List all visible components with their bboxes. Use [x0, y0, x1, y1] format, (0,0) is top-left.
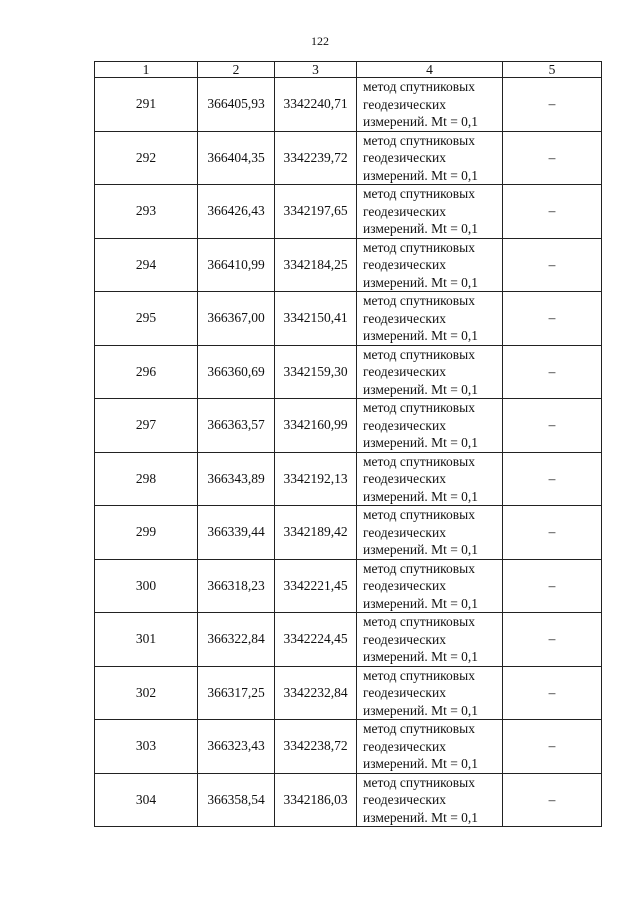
column-5-value: – — [503, 613, 602, 667]
column-5-value: – — [503, 78, 602, 132]
method-description — [357, 720, 503, 774]
table-row — [95, 78, 602, 132]
method-line: геодезических — [363, 738, 446, 754]
table-header — [95, 62, 602, 78]
method-line: измерений. Mt = 0,1 — [363, 649, 479, 664]
column-5-value: – — [503, 131, 602, 185]
table-row — [95, 292, 602, 346]
column-5-value: – — [503, 506, 602, 560]
coord-x: 366322,84 — [198, 613, 275, 667]
method-line: измерений. Mt = 0,1 — [363, 702, 479, 718]
method-line: метод спутниковых — [363, 507, 475, 522]
coord-y: 3342192,13 — [275, 452, 357, 506]
point-number: 295 — [95, 292, 198, 346]
method-line: геодезических — [363, 792, 446, 807]
column-header: 4 — [357, 62, 503, 78]
method-line: измерений. Mt = 0,1 — [363, 756, 479, 771]
coord-x: 366339,44 — [198, 506, 275, 560]
column-header: 5 — [503, 62, 602, 78]
method-line: геодезических — [363, 364, 446, 379]
page-number: 122 — [311, 34, 329, 48]
method-line: метод спутниковых — [363, 400, 475, 415]
method-line: измерений. Mt = 0,1 — [363, 542, 479, 557]
column-5-value: – — [503, 345, 602, 399]
coord-y: 3342232,84 — [275, 666, 357, 720]
table-row — [95, 399, 602, 453]
table-row — [95, 345, 602, 399]
column-5-value: – — [503, 452, 602, 506]
coord-x: 366405,93 — [198, 78, 275, 132]
table-row — [95, 559, 602, 613]
method-line: геодезических — [363, 203, 446, 219]
method-line: измерений. Mt = 0,1 — [363, 435, 479, 450]
method-line: метод спутниковых — [363, 79, 475, 94]
method-line: измерений. Mt = 0,1 — [363, 381, 479, 397]
method-line: метод спутниковых — [363, 239, 475, 255]
coord-y: 3342197,65 — [275, 185, 357, 239]
point-number: 300 — [95, 559, 198, 613]
table-row — [95, 452, 602, 506]
method-line: геодезических — [363, 150, 446, 165]
method-line: геодезических — [363, 257, 446, 272]
coord-x: 366404,35 — [198, 131, 275, 185]
column-header: 2 — [198, 62, 275, 78]
coord-x: 366410,99 — [198, 238, 275, 292]
point-number: 301 — [95, 613, 198, 667]
method-line: метод спутниковых — [363, 560, 475, 576]
coord-y: 3342221,45 — [275, 559, 357, 613]
coord-x: 366367,00 — [198, 292, 275, 346]
coord-y: 3342159,30 — [275, 345, 357, 399]
column-5-value: – — [503, 292, 602, 346]
method-line: метод спутниковых — [363, 667, 475, 683]
table-body — [95, 78, 602, 827]
method-line: геодезических — [363, 417, 446, 433]
method-line: измерений. Mt = 0,1 — [363, 114, 479, 129]
column-5-value: – — [503, 399, 602, 453]
coord-y: 3342240,71 — [275, 78, 357, 132]
method-description — [357, 292, 503, 346]
coord-y: 3342160,99 — [275, 399, 357, 453]
point-number: 298 — [95, 452, 198, 506]
column-5-value: – — [503, 185, 602, 239]
table-row — [95, 238, 602, 292]
method-line: измерений. Mt = 0,1 — [363, 167, 479, 183]
method-line: измерений. Mt = 0,1 — [363, 595, 479, 611]
coord-x: 366360,69 — [198, 345, 275, 399]
method-description — [357, 452, 503, 506]
method-line: геодезических — [363, 578, 446, 593]
coordinates-table — [94, 61, 602, 827]
method-description — [357, 185, 503, 239]
header-row — [95, 62, 602, 78]
point-number: 303 — [95, 720, 198, 774]
coord-x: 366343,89 — [198, 452, 275, 506]
method-line: метод спутниковых — [363, 293, 475, 308]
method-line: геодезических — [363, 96, 446, 112]
method-line: метод спутниковых — [363, 774, 475, 790]
method-line: метод спутниковых — [363, 614, 475, 629]
point-number: 294 — [95, 238, 198, 292]
table-row — [95, 720, 602, 774]
table-row — [95, 131, 602, 185]
coord-y: 3342189,42 — [275, 506, 357, 560]
point-number: 304 — [95, 773, 198, 827]
coord-y: 3342224,45 — [275, 613, 357, 667]
method-description — [357, 345, 503, 399]
table-row — [95, 666, 602, 720]
point-number: 292 — [95, 131, 198, 185]
column-5-value: – — [503, 238, 602, 292]
coord-x: 366363,57 — [198, 399, 275, 453]
column-5-value: – — [503, 666, 602, 720]
coord-x: 366317,25 — [198, 666, 275, 720]
table-row — [95, 506, 602, 560]
point-number: 291 — [95, 78, 198, 132]
method-line: геодезических — [363, 524, 446, 540]
method-line: геодезических — [363, 310, 446, 326]
coord-x: 366323,43 — [198, 720, 275, 774]
method-description — [357, 559, 503, 613]
coord-y: 3342184,25 — [275, 238, 357, 292]
method-description — [357, 613, 503, 667]
coord-y: 3342238,72 — [275, 720, 357, 774]
coord-y: 3342150,41 — [275, 292, 357, 346]
method-description — [357, 399, 503, 453]
table-row — [95, 185, 602, 239]
method-line: метод спутниковых — [363, 453, 475, 469]
method-line: метод спутниковых — [363, 346, 475, 362]
column-5-value: – — [503, 559, 602, 613]
point-number: 299 — [95, 506, 198, 560]
column-5-value: – — [503, 773, 602, 827]
method-description — [357, 78, 503, 132]
column-header: 3 — [275, 62, 357, 78]
method-description — [357, 506, 503, 560]
coord-x: 366318,23 — [198, 559, 275, 613]
method-description — [357, 773, 503, 827]
point-number: 297 — [95, 399, 198, 453]
column-header: 1 — [95, 62, 198, 78]
method-line: геодезических — [363, 631, 446, 647]
column-5-value: – — [503, 720, 602, 774]
table-row — [95, 773, 602, 827]
method-line: метод спутниковых — [363, 721, 475, 736]
method-line: измерений. Mt = 0,1 — [363, 328, 479, 343]
coord-y: 3342186,03 — [275, 773, 357, 827]
method-line: геодезических — [363, 685, 446, 700]
method-line: измерений. Mt = 0,1 — [363, 221, 479, 236]
point-number: 302 — [95, 666, 198, 720]
coord-y: 3342239,72 — [275, 131, 357, 185]
point-number: 293 — [95, 185, 198, 239]
method-line: измерений. Mt = 0,1 — [363, 274, 479, 290]
method-line: измерений. Mt = 0,1 — [363, 488, 479, 504]
method-description — [357, 131, 503, 185]
method-line: метод спутниковых — [363, 186, 475, 201]
coord-x: 366358,54 — [198, 773, 275, 827]
method-description — [357, 666, 503, 720]
method-line: измерений. Mt = 0,1 — [363, 809, 479, 825]
method-line: метод спутниковых — [363, 132, 475, 148]
method-line: геодезических — [363, 471, 446, 486]
method-description — [357, 238, 503, 292]
table-row — [95, 613, 602, 667]
coord-x: 366426,43 — [198, 185, 275, 239]
point-number: 296 — [95, 345, 198, 399]
